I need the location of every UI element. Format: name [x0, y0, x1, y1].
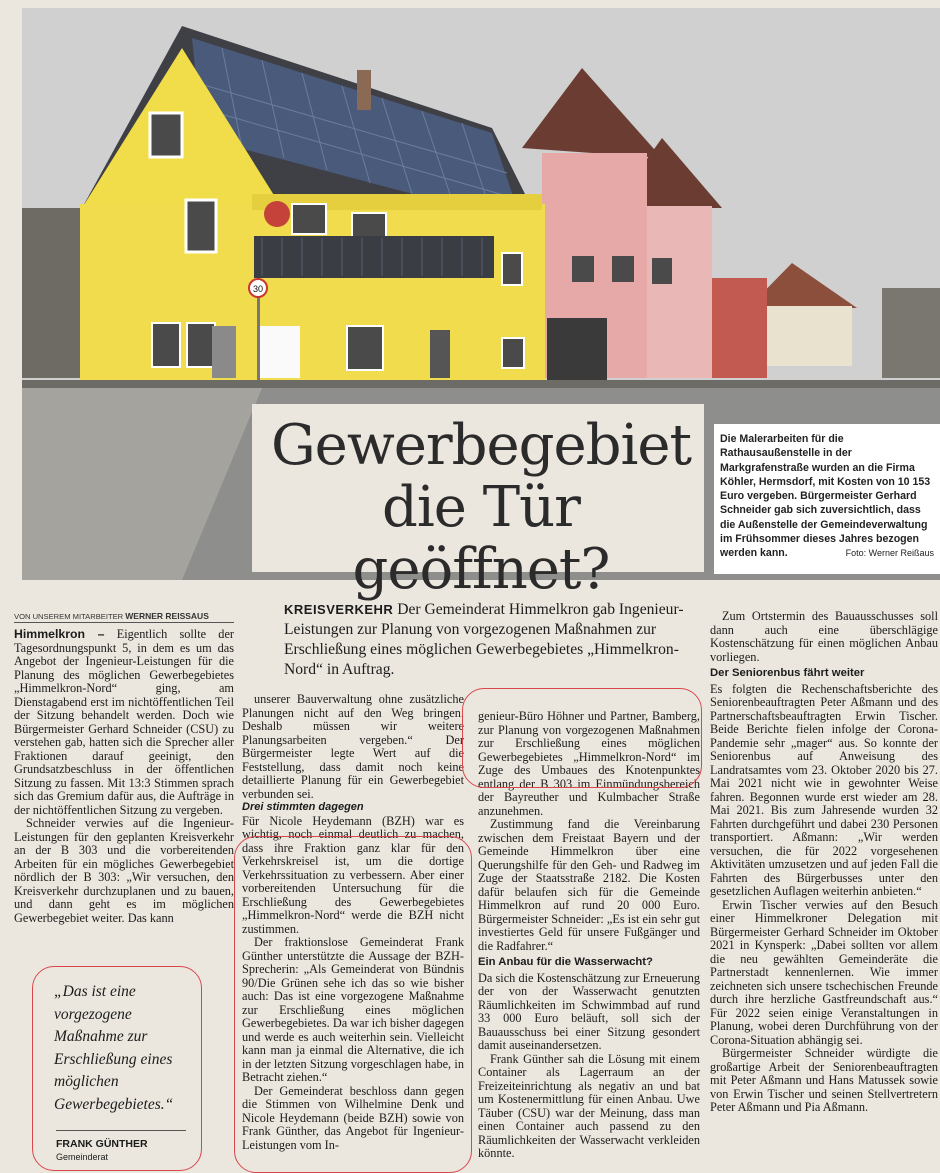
teaser — [284, 600, 694, 680]
col1-paragraph-1: Himmelkron – Eigentlich sollte der Tagesordnungspunkt 5, in dem es um das Angebot der Ingenieur-Leistungen für die Planung des möglichen Gewerbegebietes „Himmelkron-Nord“ ging, am Dienstagabend erst im nichtöffentlichen Teil der Sitzung behandelt werden. Doch wie Bürgermeister Gerhard Schneider (CSU) zu verstehen gab, hatten sich die Sprecher aller Fraktionen darauf geeinigt, den Grundsatzbeschluss in der öffentlichen Sitzung zu fassen. Mit 13:3 Stimmen sprach sich das Gremium dafür aus, die Aufträge in der nichtöffentlichen Sitzung zu vergeben. — [14, 627, 234, 817]
photo-caption — [720, 432, 934, 561]
byline-rule — [14, 622, 234, 623]
pull-quote-role: Gemeinderat — [56, 1152, 109, 1162]
highlight-mark-column-3 — [462, 688, 702, 788]
highlight-mark-column-2 — [234, 836, 472, 1173]
speed-sign-label: 30 — [252, 284, 264, 294]
col4-paragraph-2: Es folgten die Rechenschaftsberichte des Seniorenbeauftragten Peter Aßmann und des Partnerschaftsbeauftragten Erwin Tischer. Beide Berichte fielen infolge der Corona-Pandemie sehr „mager“ aus. So konnte der Seniorenbus auf Anweisung des Landratsamtes vom 23. Oktober 2020 bis 27. Mai 2021 nicht wie in gewohnter Weise fahren. Begonnen wurde erst wieder am 28. Mai 2021. Bis zum Jahresende wurden 32 Fahrten durchgeführt und dabei 230 Personen transportiert. Aßmann: „Wir werden versuchen, die für 2022 vorgesehenen Aktivitäten umzusetzen und auf jeden Fall die Fahrten des Bürgerbusses unter den gesetzlichen Auflagen weiterhin anbieten.“ — [710, 681, 938, 898]
column-4 — [710, 610, 938, 1115]
teaser-kicker: KREISVERKEHR — [284, 602, 394, 617]
col4-paragraph-1: Zum Ortstermin des Bauausschusses soll dann auch eine überschlägige Kostenschätzung für einen möglichen Anbau vorliegen. — [710, 609, 938, 664]
col2-paragraph-3: Der fraktionslose Gemeinderat Frank Günther unterstützte die Aussage der BZH-Sprecherin: „Als Gemeinderat von Bündnis 90/Die Grünen sehe ich das so wie bisher auch: Das ist eine vorgezogene Maßnahme zur Erschließung eines möglichen Gewerbegebietes. Da war ich bisher dagegen und werde es auch weiterhin sein. Vielleicht kann man ja einmal die Alternative, die ich in der letzten Sitzung vorgeschlagen habe, in Betracht ziehen.“ — [242, 935, 464, 1084]
col4-paragraph-3: Erwin Tischer verwies auf den Besuch einer Himmelkroner Delegation mit Bürgermeister Gerhard Schneider im Oktober 2021 in Kynsperk: „Dabei sollten vor allem die neu gewählten Gemeinderäte die Partnerstadt kennenlernen. Wie immer zeichneten sich unsere tschechischen Freunde durch ihre herzliche Gastfreundschaft aus.“ Für 2022 seien einige Veranstaltungen in Planung, wobei deren Durchführung von der Corona-Situation abhängig sei. — [710, 897, 938, 1047]
col3-paragraph-1: genieur-Büro Höhner und Partner, Bamberg, zur Planung von vorgezogenen Maßnahmen zur Erschließung eines möglichen Gewerbegebietes „Himmelkron-Nord“ im Zuge des Umbaues des Knotenpunktes entlang der B 303 im Einmündungsbereich der Bayreuther und Kulmbacher Straße anzunehmen. — [478, 709, 700, 818]
headline-line-2: die Tür geöffnet? — [352, 475, 610, 602]
headline-line-1: Gewerbegebiet — [270, 413, 692, 478]
caption-text: Die Malerarbeiten für die Rathausaußenstelle in der Markgrafenstraße wurden an die Firma Köhler, Hermsdorf, mit Kosten von 10 153 Euro vergeben. Bürgermeister Gerhard Schneider gab sich zuversichtlich, dass die Außenstelle der Gemeindeverwaltung im Frühsommer dieses Jahres bezogen werden kann. — [720, 433, 931, 560]
col2-subhead: Drei stimmten dagegen — [242, 801, 364, 813]
col2-paragraph-1: unserer Bauverwaltung ohne zusätzliche Planungen nicht auf den Weg bringen. Deshalb müssen wir weitere Planungsarbeiten vergeben.“ Der Bürgermeister legte Wert auf die Feststellung, dass damit noch keine detaillierte Planung für ein Gewerbegebiet verbunden sei. — [242, 692, 464, 801]
highlight-mark-quote — [32, 966, 202, 1171]
col2-paragraph-2: Für Nicole Heydemann (BZH) war es wichtig, noch einmal deutlich zu machen, dass ihre Fraktion ganz klar für den Verkehrskreisel ist, um die dortige Verkehrssituation zu verbessern. Aber einer vorbereitenden Untersuchung für die Erschließung des Gewerbegebietes „Himmelkron-Nord“ werde die BZH nicht zustimmen. — [242, 813, 464, 936]
col3-subhead: Ein Anbau für die Wasserwacht? — [478, 956, 653, 968]
col1-paragraph-2: Schneider verwies auf die Ingenieur-Leistungen für den geplanten Kreisverkehr an der B 303 und die vorbereitenden Arbeiten für ein mögliches Gewerbegebiet nördlich der B 303: „Wir versuchen, den Kreisverkehr durchzuplanen und zu bauen, und dann geht es im möglichen Gewerbegebiet weiter. Das kann — [14, 816, 234, 925]
column-1 — [14, 628, 234, 925]
teaser-text: Der Gemeinderat Himmelkron gab Ingenieur-Leistungen zur Planung von vorgezogenen Maßnahmen zur Erschließung eines möglichen Gewerbegebietes „Himmelkron-Nord“ in Auftrag. — [284, 601, 684, 678]
pull-quote-name: FRANK GÜNTHER — [56, 1138, 148, 1150]
col3-paragraph-2: Zustimmung fand die Vereinbarung zwischen dem Freistaat Bayern und der Gemeinde Himmelkron über eine Querungshilfe für den Geh- und Radweg im Zuge der Staatsstraße 2182. Die Kosten dafür belaufen sich für die Gemeinde Himmelkron auf rund 20 000 Euro. Bürgermeister Schneider: „Es ist ein sehr gut investiertes Geld für unsere Fußgänger und die Radfahrer.“ — [478, 817, 700, 953]
byline-author: WERNER REISSAUS — [125, 611, 209, 621]
col4-paragraph-4: Bürgermeister Schneider würdigte die großartige Arbeit der Seniorenbeauftragten mit Peter Aßmann und Hans Matussek sowie von Erwin Tischer und seinen Stellvertretern Peter Aßmann und Pia Aßmann. — [710, 1046, 938, 1114]
byline-prefix: VON UNSEREM MITARBEITER — [14, 612, 124, 621]
col4-subhead: Der Seniorenbus fährt weiter — [710, 667, 865, 679]
col3-paragraph-4: Frank Günther sah die Lösung mit einem Container als Lagerraum an der Freizeiteinrichtung als negativ an und bat um Kostenermittlung für einen Anbau. Uwe Täuber (CSU) war der Meinung, dass man einen Container auch passend zu den Räumlichkeiten der Wasserwacht verkleiden könnte. — [478, 1051, 700, 1160]
dateline-place: Himmelkron – — [14, 627, 105, 641]
col3-paragraph-3: Da sich die Kostenschätzung zur Erneuerung der von der Wasserwacht genutzten Räumlichkeiten im Schwimmbad auf rund 33 000 Euro beläuft, soll sich der Bauausschuss bei einer Sitzung gesondert damit auseinandersetzen. — [478, 970, 700, 1052]
byline — [14, 611, 209, 621]
col2-paragraph-4: Der Gemeinderat beschloss dann gegen die Stimmen von Wilhelmine Denk und Nicole Heydemann (beide BZH) sowie von Frank Günther, das Angebot für Ingenieur-Leistungen vom In- — [242, 1083, 464, 1152]
photo-credit: Foto: Werner Reißaus — [845, 548, 934, 559]
headline — [266, 415, 696, 601]
pull-quote: „Das ist eine vorgezogene Maßnahme zur Erschließung eines möglichen Gewerbegebietes.“ — [54, 983, 174, 1113]
